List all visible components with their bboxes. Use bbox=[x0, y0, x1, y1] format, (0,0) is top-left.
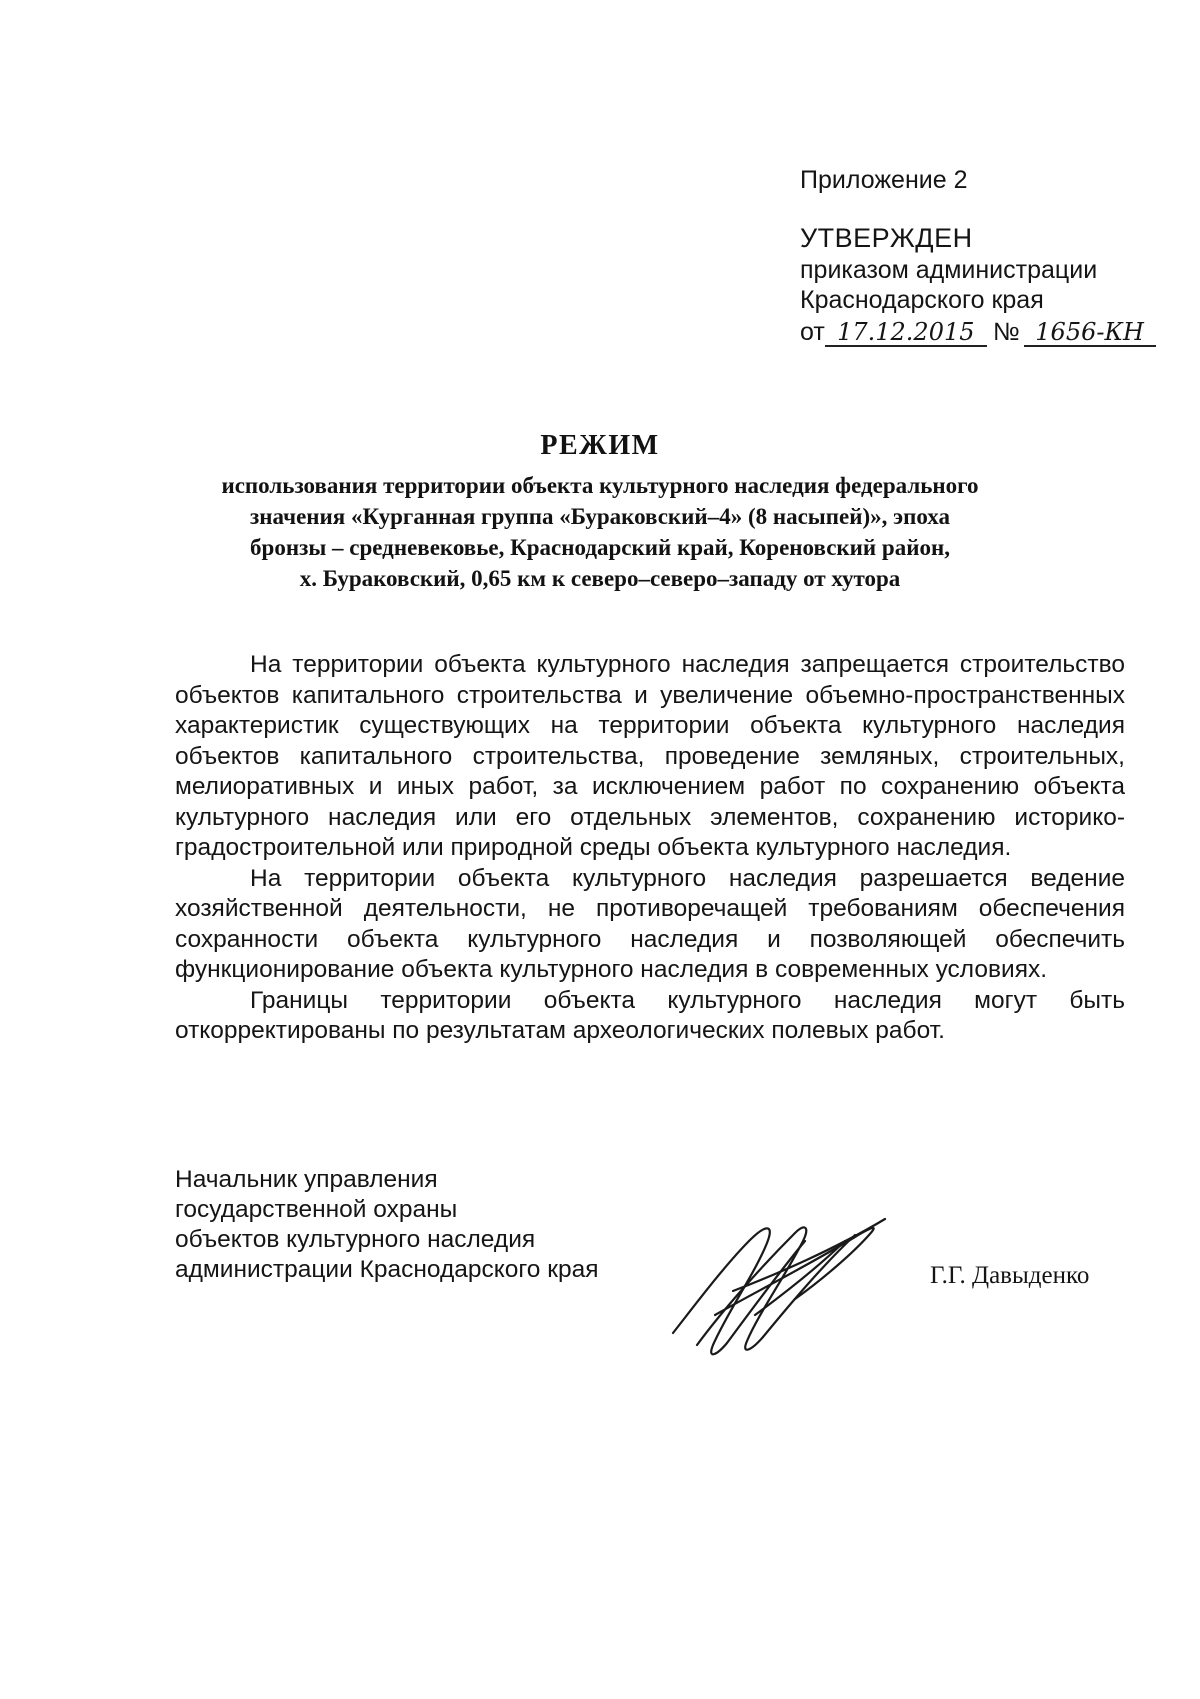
document-subtitle-line: бронзы – средневековье, Краснодарский край, Кореновский район, bbox=[250, 535, 950, 560]
document-body bbox=[175, 650, 1125, 1047]
date-prefix: от bbox=[800, 318, 825, 346]
appendix-label: Приложение 2 bbox=[800, 166, 968, 194]
handwritten-signature bbox=[655, 1195, 895, 1365]
approval-block bbox=[800, 165, 1180, 347]
approved-label: УТВЕРЖДЕН bbox=[800, 223, 973, 253]
approval-line-2: Краснодарского края bbox=[800, 286, 1044, 314]
signer-name: Г.Г. Давыденко bbox=[930, 1262, 1090, 1289]
order-date: 17.12.2015 bbox=[825, 319, 987, 347]
order-number: 1656-КН bbox=[1024, 319, 1156, 347]
order-date-line bbox=[800, 317, 1180, 347]
signer-position-line: Начальник управления bbox=[175, 1166, 438, 1193]
body-paragraph: На территории объекта культурного наследия разрешается ведение хозяйственной деятельности, не противоречащей требованиям обеспечения сохранности объекта культурного наследия и позволяющей обеспечить функционирование объекта культурного наследия в современных условиях. bbox=[175, 864, 1125, 983]
body-paragraph: На территории объекта культурного наследия запрещается строительство объектов капитального строительства и увеличение объемно-пространственных характеристик существующих на территории объекта культурного наследия объектов капитального строительства, проведение земляных, строительных, мелиоративных и иных работ, за исключением работ по сохранению объекта культурного наследия или его отдельных элементов, сохранению историко-градостроительной или природной среды объекта культурного наследия. bbox=[175, 651, 1125, 861]
document-heading bbox=[150, 430, 1050, 594]
number-sign: № bbox=[992, 318, 1020, 346]
signer-position bbox=[175, 1165, 675, 1285]
signer-position-line: администрации Краснодарского края bbox=[175, 1256, 599, 1283]
body-paragraph: Границы территории объекта культурного наследия могут быть откорректированы по результатам археологических полевых работ. bbox=[175, 986, 1125, 1044]
document-subtitle-line: значения «Курганная группа «Бураковский–4» (8 насыпей)», эпоха bbox=[250, 504, 950, 529]
document-subtitle-line: использования территории объекта культурного наследия федерального bbox=[221, 473, 979, 498]
document-title: РЕЖИМ bbox=[540, 430, 660, 461]
signer-position-line: государственной охраны bbox=[175, 1196, 458, 1223]
document-subtitle-line: х. Бураковский, 0,65 км к северо–северо–западу от хутора bbox=[299, 566, 901, 591]
signer-position-line: объектов культурного наследия bbox=[175, 1226, 536, 1253]
approval-line-1: приказом администрации bbox=[800, 256, 1098, 284]
